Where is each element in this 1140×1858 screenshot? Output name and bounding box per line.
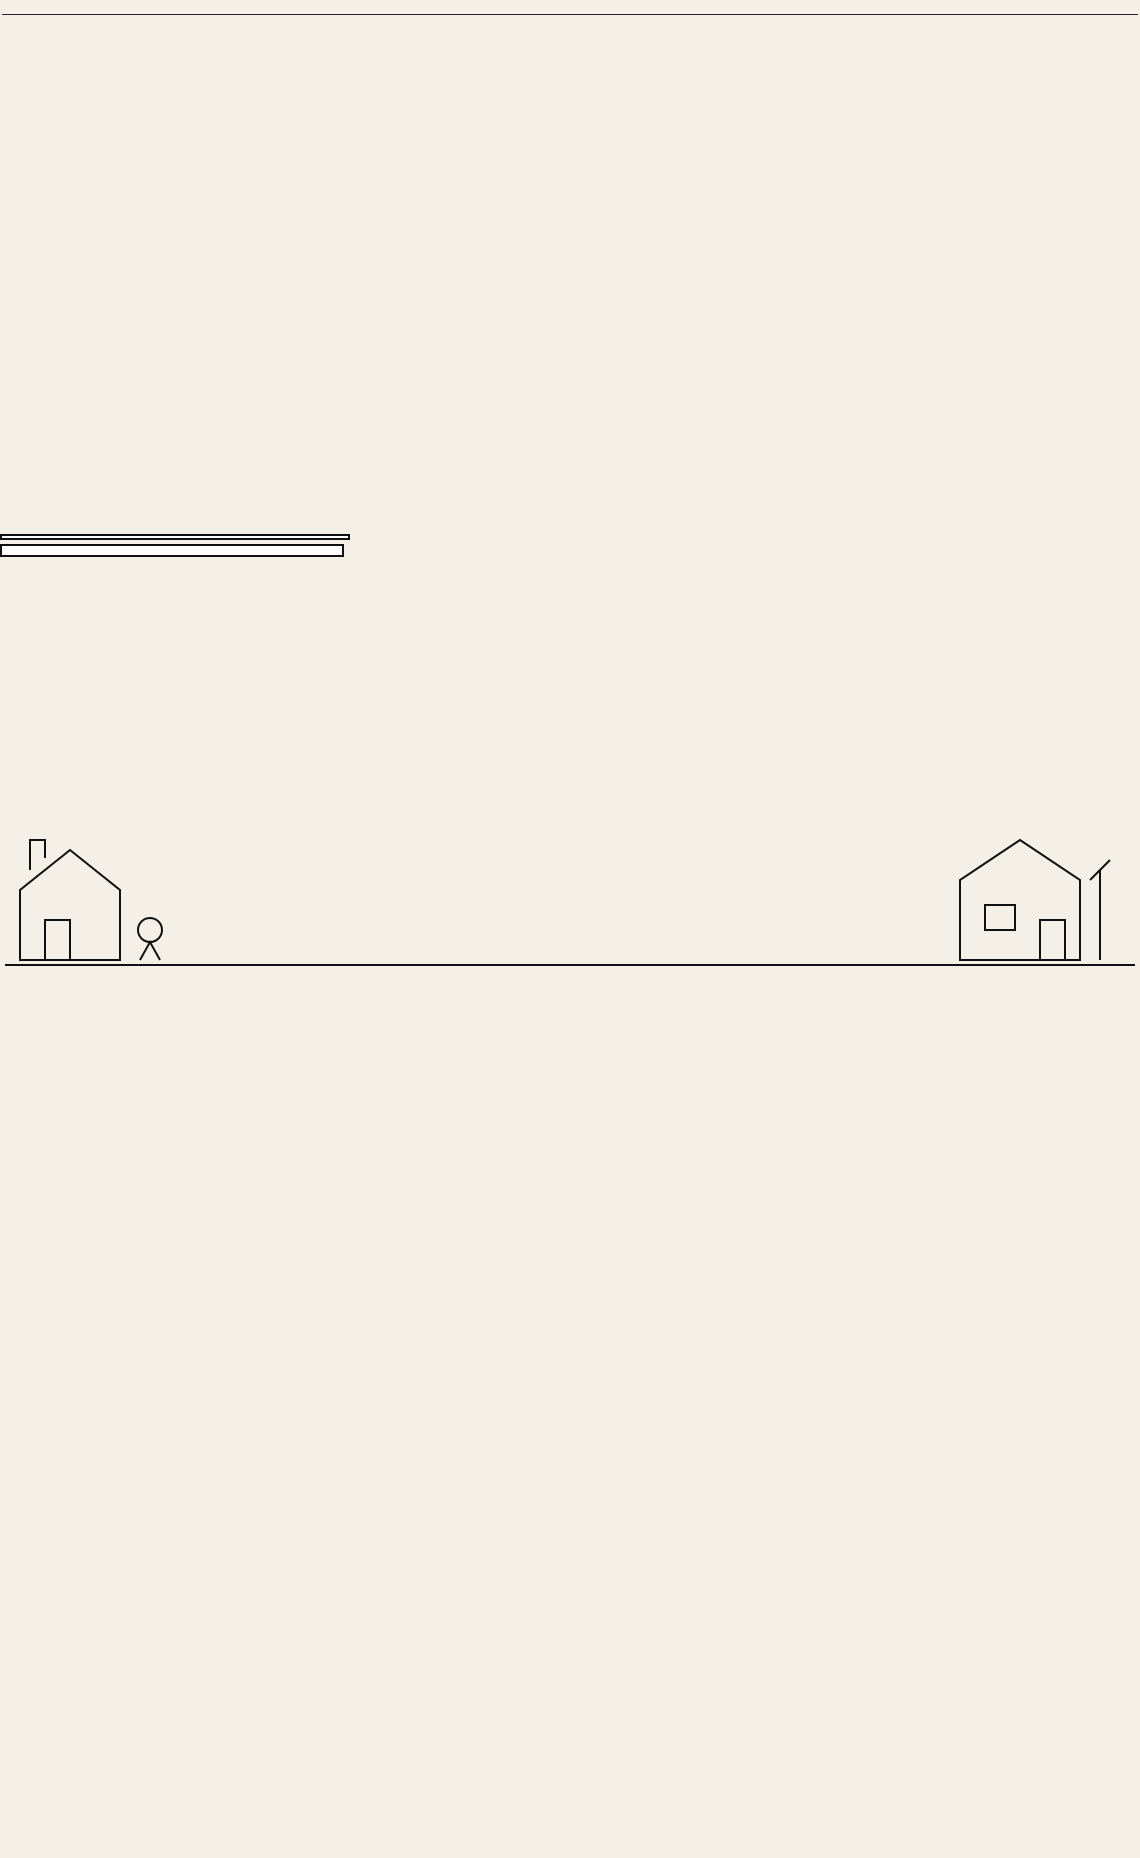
home-service-guide-banner (0, 810, 1140, 980)
mattress-furniture-box (0, 544, 344, 557)
bottom-left-furniture-ad (0, 532, 350, 808)
section-heading (0, 534, 350, 540)
banner-decoration (0, 810, 1140, 980)
page-header (2, 0, 1138, 15)
